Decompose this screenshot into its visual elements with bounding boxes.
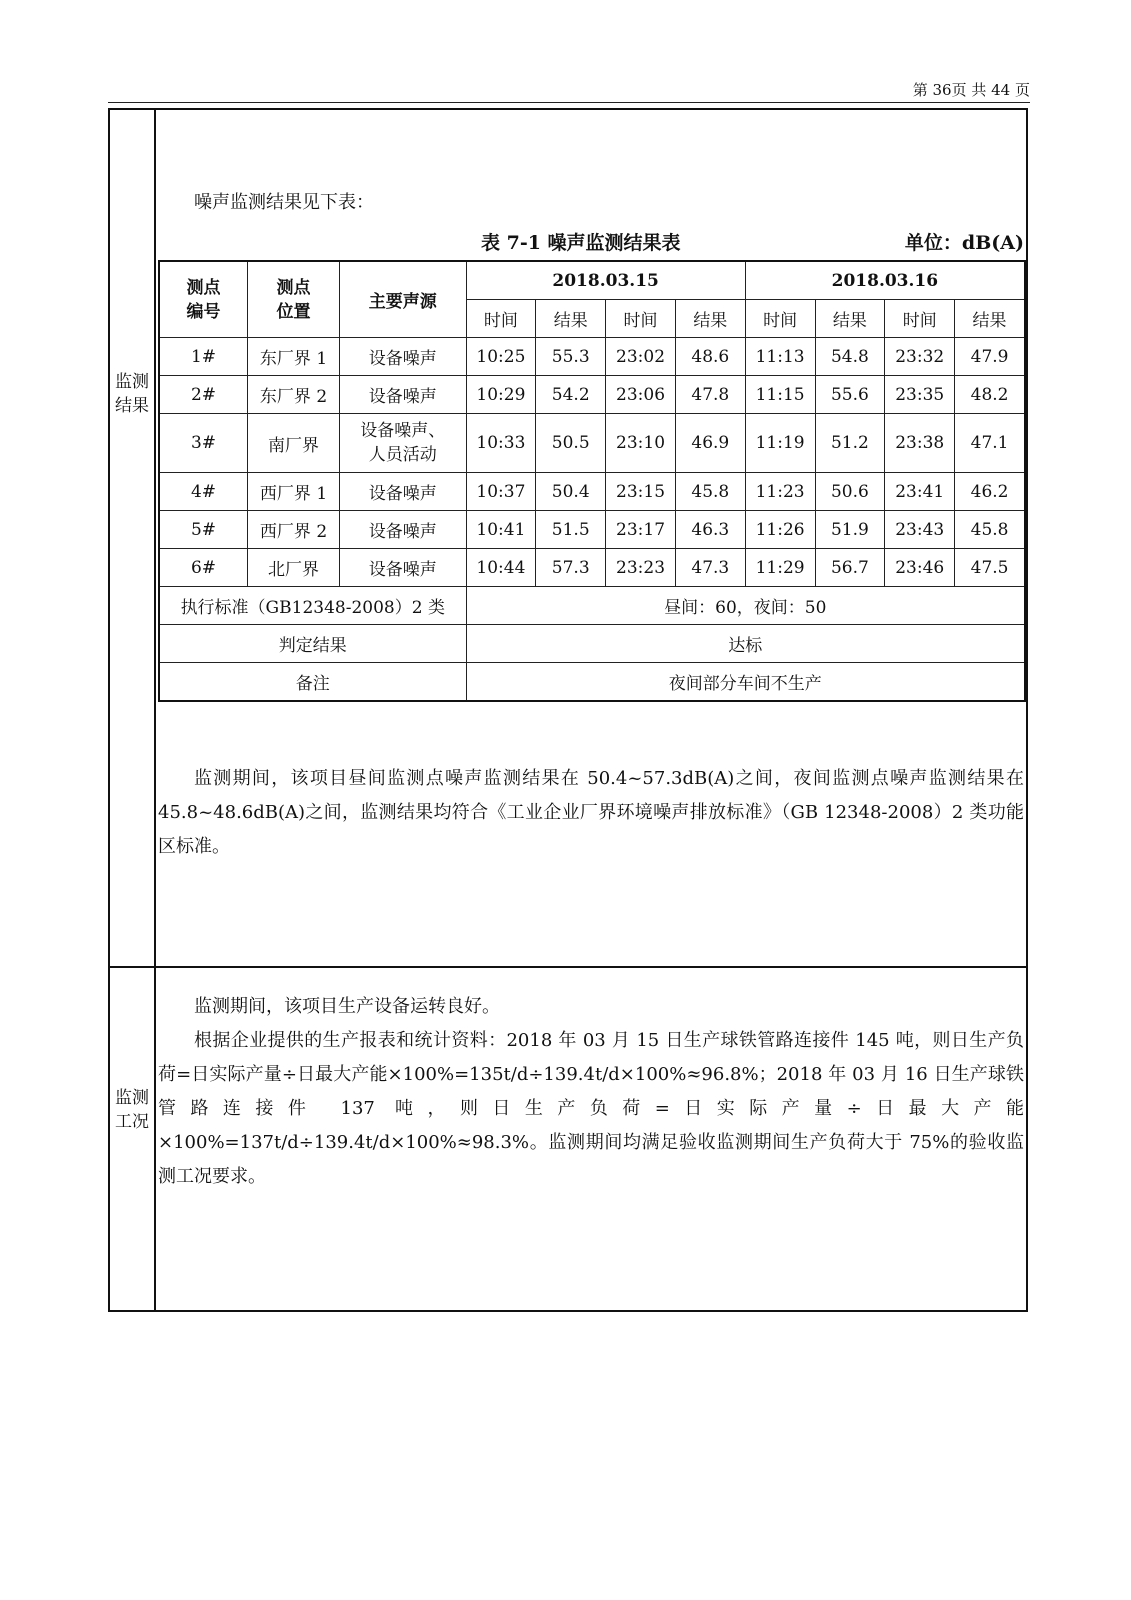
cell-value: 10:25: [466, 338, 536, 376]
point-id: 2#: [159, 376, 248, 414]
section-label-results: 监测 结果: [115, 372, 149, 416]
cell-value: 10:29: [466, 376, 536, 414]
header-source: 主要声源: [340, 261, 466, 338]
cell-value: 51.2: [815, 414, 885, 473]
point-id: 4#: [159, 473, 248, 511]
judgment-label: 判定结果: [159, 625, 466, 663]
summary-section: [156, 762, 1026, 864]
cell-value: 55.6: [815, 376, 885, 414]
remark-value: 夜间部分车间不生产: [466, 663, 1025, 702]
results-section: [156, 186, 1026, 702]
judgment-value: 达标: [466, 625, 1025, 663]
point-id: 3#: [159, 414, 248, 473]
cell-value: 10:33: [466, 414, 536, 473]
cell-value: 46.3: [675, 511, 745, 549]
point-location: 西厂界 1: [248, 473, 340, 511]
cell-value: 48.6: [675, 338, 745, 376]
intro-text: 噪声监测结果见下表：: [194, 192, 374, 213]
header-result: 结果: [815, 300, 885, 338]
header-time: 时间: [885, 300, 955, 338]
cell-value: 23:41: [885, 473, 955, 511]
cell-value: 10:44: [466, 549, 536, 587]
summary-text: 监测期间，该项目昼间监测点噪声监测结果在 50.4~57.3dB(A)之间，夜间监测点噪声监测结果在 45.8~48.6dB(A)之间，监测结果均符合《工业企业厂界环境噪声排放标准》（GB 12348-2008）2 类功能区标准。: [158, 768, 1024, 857]
table-row: [159, 338, 1025, 376]
standard-value: 昼间：60，夜间：50: [466, 587, 1025, 625]
table-header-row: [159, 261, 1025, 300]
conditions-section: [156, 990, 1026, 1194]
noise-source: 设备噪声: [340, 473, 466, 511]
cell-value: 56.7: [815, 549, 885, 587]
cell-value: 11:19: [745, 414, 815, 473]
cell-value: 50.4: [536, 473, 606, 511]
noise-table: [158, 260, 1026, 702]
cell-value: 46.9: [675, 414, 745, 473]
conditions-text-1: 监测期间，该项目生产设备运转良好。: [194, 996, 500, 1017]
cell-value: 47.5: [955, 549, 1025, 587]
header-date1: 2018.03.15: [466, 261, 745, 300]
table-title: 表 7-1 噪声监测结果表: [481, 232, 681, 254]
table-row: [159, 549, 1025, 587]
table-caption: [156, 220, 1026, 260]
cell-value: 23:02: [606, 338, 676, 376]
table-row: [159, 511, 1025, 549]
noise-source: 设备噪声、 人员活动: [340, 414, 466, 473]
table-row: [159, 473, 1025, 511]
cell-value: 23:43: [885, 511, 955, 549]
cell-value: 51.9: [815, 511, 885, 549]
cell-value: 11:23: [745, 473, 815, 511]
cell-value: 51.5: [536, 511, 606, 549]
judgment-row: [159, 625, 1025, 663]
noise-source: 设备噪声: [340, 549, 466, 587]
table-row: [159, 376, 1025, 414]
cell-value: 11:26: [745, 511, 815, 549]
cell-value: 10:37: [466, 473, 536, 511]
table-row: [159, 414, 1025, 473]
cell-value: 50.5: [536, 414, 606, 473]
cell-value: 11:15: [745, 376, 815, 414]
cell-value: 23:35: [885, 376, 955, 414]
header-time: 时间: [606, 300, 676, 338]
report-frame: [108, 108, 1028, 1312]
cell-value: 47.3: [675, 549, 745, 587]
header-date2: 2018.03.16: [745, 261, 1025, 300]
cell-value: 47.8: [675, 376, 745, 414]
cell-value: 23:10: [606, 414, 676, 473]
table-unit: 单位：dB(A): [904, 232, 1024, 254]
page-number: 第 36页 共 44 页: [912, 81, 1030, 99]
cell-value: 45.8: [675, 473, 745, 511]
point-location: 南厂界: [248, 414, 340, 473]
header-result: 结果: [675, 300, 745, 338]
point-location: 北厂界: [248, 549, 340, 587]
cell-value: 23:23: [606, 549, 676, 587]
header-result: 结果: [955, 300, 1025, 338]
header-result: 结果: [536, 300, 606, 338]
cell-value: 23:06: [606, 376, 676, 414]
cell-value: 23:38: [885, 414, 955, 473]
section-label-conditions: 监测 工况: [115, 1088, 149, 1132]
point-location: 东厂界 2: [248, 376, 340, 414]
section-divider: [110, 966, 1026, 968]
noise-source: 设备噪声: [340, 338, 466, 376]
header-time: 时间: [745, 300, 815, 338]
cell-value: 50.6: [815, 473, 885, 511]
point-id: 5#: [159, 511, 248, 549]
point-location: 东厂界 1: [248, 338, 340, 376]
page-header: [108, 78, 1030, 103]
noise-source: 设备噪声: [340, 511, 466, 549]
conditions-text-2: 根据企业提供的生产报表和统计资料：2018 年 03 月 15 日生产球铁管路连接件 145 吨，则日生产负荷=日实际产量÷日最大产能×100%=135t/d÷139.4t/d×100%≈96.8%；2018 年 03 月 16 日生产球铁管路连接件 137 吨，则日生产负荷=日实际产量÷日最大产能×100%=137t/d÷139.4t/d×100%≈98.3%。监测期间均满足验收监测期间生产负荷大于 75%的验收监测工况要求。: [158, 1030, 1024, 1187]
noise-source: 设备噪声: [340, 376, 466, 414]
standard-row: [159, 587, 1025, 625]
cell-value: 45.8: [955, 511, 1025, 549]
cell-value: 46.2: [955, 473, 1025, 511]
remark-label: 备注: [159, 663, 466, 702]
cell-value: 47.9: [955, 338, 1025, 376]
cell-value: 47.1: [955, 414, 1025, 473]
header-location: 测点 位置: [248, 261, 340, 338]
cell-value: 23:15: [606, 473, 676, 511]
remark-row: [159, 663, 1025, 702]
cell-value: 11:13: [745, 338, 815, 376]
point-location: 西厂界 2: [248, 511, 340, 549]
cell-value: 54.8: [815, 338, 885, 376]
standard-label: 执行标准（GB12348-2008）2 类: [159, 587, 466, 625]
header-id: 测点 编号: [159, 261, 248, 338]
cell-value: 23:46: [885, 549, 955, 587]
cell-value: 55.3: [536, 338, 606, 376]
cell-value: 54.2: [536, 376, 606, 414]
cell-value: 48.2: [955, 376, 1025, 414]
point-id: 1#: [159, 338, 248, 376]
cell-value: 57.3: [536, 549, 606, 587]
cell-value: 23:17: [606, 511, 676, 549]
cell-value: 11:29: [745, 549, 815, 587]
point-id: 6#: [159, 549, 248, 587]
cell-value: 10:41: [466, 511, 536, 549]
cell-value: 23:32: [885, 338, 955, 376]
header-time: 时间: [466, 300, 536, 338]
